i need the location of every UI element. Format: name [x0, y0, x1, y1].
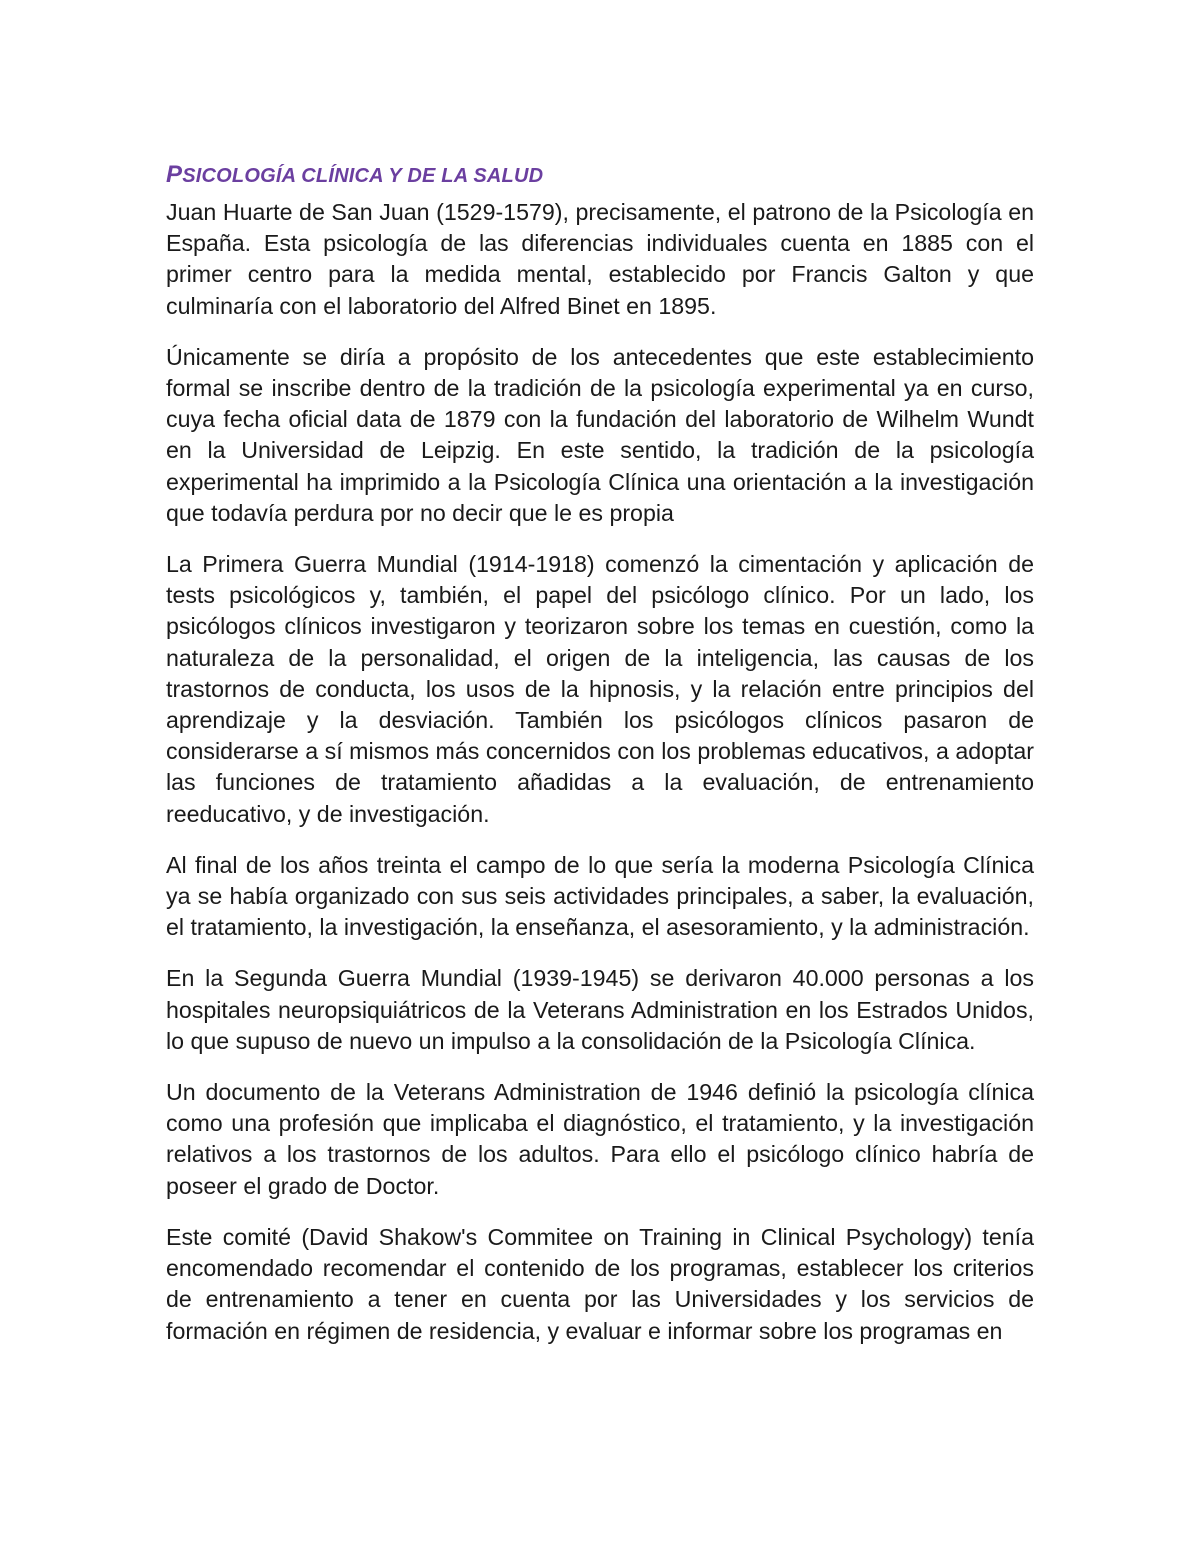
paragraph-huarte: Juan Huarte de San Juan (1529-1579), precisamente, el patrono de la Psicología en España. Esta psicología de las diferencias individuales cuenta en 1885 con el primer centro para la medida mental, establecido por Francis Galton y que culminaría con el laboratorio del Alfred Binet en 1895. [166, 199, 1034, 319]
paragraph-veterans-1946: Un documento de la Veterans Administration de 1946 definió la psicología clínica como una profesión que implicaba el diagnóstico, el tratamiento, y la investigación relativos a los trastornos de los adultos. Para ello el psicólogo clínico habría de poseer el grado de Doctor. [166, 1079, 1034, 1199]
paragraph-anos-treinta: Al final de los años treinta el campo de lo que sería la moderna Psicología Clínica ya se había organizado con sus seis actividades principales, a saber, la evaluación, el tratamiento, la investigación, la enseñanza, el asesoramiento, y la administración. [166, 851, 1034, 941]
heading-text: SICOLOGÍA CLÍNICA Y DE LA SALUD [182, 165, 544, 187]
document-page [166, 160, 1034, 1367]
paragraph-segunda-guerra: En la Segunda Guerra Mundial (1939-1945) se derivaron 40.000 personas a los hospitales neuropsiquiátricos de la Veterans Administration en los Estrados Unidos, lo que supuso de nuevo un impulso a la consolidación de la Psicología Clínica. [166, 965, 1034, 1054]
paragraph-primera-guerra: La Primera Guerra Mundial (1914-1918) comenzó la cimentación y aplicación de tests psicológicos y, también, el papel del psicólogo clínico. Por un lado, los psicólogos clínicos investigaron y teorizaron sobre los temas en cuestión, como la naturaleza de la personalidad, el origen de la inteligencia, las causas de los trastornos de conducta, los usos de la hipnosis, y la relación entre principios del aprendizaje y la desviación. También los psicólogos clínicos pasaron de considerarse a sí mismos más concernidos con los problemas educativos, a adoptar las funciones de tratamiento añadidas a la evaluación, de entrenamiento reeducativo, y de investigación. [166, 551, 1034, 827]
heading-initial: P [166, 161, 183, 188]
paragraph-comite-shakow: Este comité (David Shakow's Commitee on Training in Clinical Psychology) tenía encomendado recomendar el contenido de los programas, establecer los criterios de entrenamiento a tener en cuenta por las Universidades y los servicios de formación en régimen de residencia, y evaluar e informar sobre los programas en [166, 1223, 1034, 1344]
section-heading [166, 160, 1034, 191]
paragraph-antecedentes: Únicamente se diría a propósito de los antecedentes que este establecimiento formal se inscribe dentro de la tradición de la psicología experimental ya en curso, cuya fecha oficial data de 1879 con la fundación del laboratorio de Wilhelm Wundt en la Universidad de Leipzig. En este sentido, la tradición de la psicología experimental ha imprimido a la Psicología Clínica una orientación a la investigación que todavía perdura por no decir que le es propia [166, 343, 1034, 526]
